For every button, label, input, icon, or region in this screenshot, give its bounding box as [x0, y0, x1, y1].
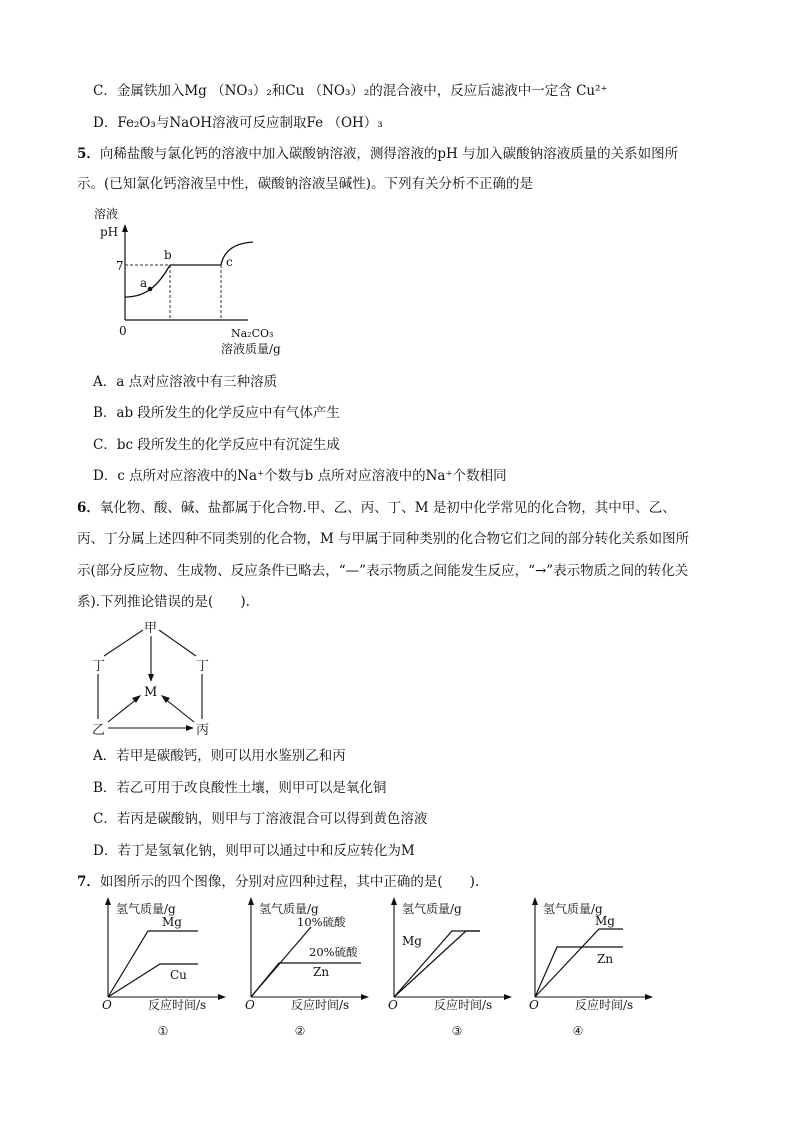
q7-graph-2 — [243, 895, 373, 1015]
q5-stem-text1: 向稀盐酸与氯化钙的溶液中加入碳酸钠溶液，测得溶液的pH 与加入碳酸钠溶液质量的关系如图所 — [99, 146, 679, 162]
q5-y-arrow — [122, 224, 128, 232]
q7-graph-1 — [100, 895, 230, 1015]
q6-relation-diagram — [88, 618, 218, 738]
q5-point-a-dot — [148, 287, 153, 292]
q7-g4-label-zn: Zn — [597, 952, 614, 966]
q7-g1-label-mg: Mg — [162, 915, 182, 929]
q7-g2-label-10pct: 10%硫酸 — [297, 915, 346, 929]
q7-g2-xlabel: 反应时间/s — [291, 998, 350, 1012]
q5-point-c: c — [226, 255, 233, 269]
q6-stem-line3: 示(部分反应物、生成物、反应条件已略去，“—”表示物质之间能发生反应，“→”表示物质之间的转化关 — [77, 563, 689, 579]
q7-caption-4: ④ — [572, 1024, 584, 1038]
q6-number: 6． — [77, 500, 100, 516]
q4-option-c: C．金属铁加入Mg （NO₃）₂和Cu （NO₃）₂的混合液中，反应后滤液中一定含 Cu²⁺ — [93, 83, 608, 99]
q6-option-d: D．若丁是氢氧化钠，则甲可以通过中和反应转化为M — [93, 843, 415, 859]
q6-option-b: B．若乙可用于改良酸性土壤，则甲可以是氧化铜 — [93, 780, 387, 796]
q5-ylabel-1: 溶液 — [94, 207, 119, 221]
q7-g2-line-20pct — [251, 963, 361, 997]
q5-point-b: b — [164, 248, 172, 262]
q6-option-a: A．若甲是碳酸钙，则可以用水鉴别乙和丙 — [93, 748, 346, 764]
q6-arrow-bing-m — [164, 698, 194, 722]
q7-g2-x-arrow — [361, 994, 369, 1000]
q7-g4-x-arrow — [645, 994, 653, 1000]
q6-node-ding-left: 丁 — [92, 659, 106, 674]
q7-g3-x-arrow — [504, 994, 512, 1000]
q6-stem-line1 — [77, 499, 676, 517]
q7-stem-line — [77, 873, 479, 891]
q5-xlabel-2: 溶液质量/g — [221, 342, 281, 356]
q7-g3-origin: O — [388, 998, 398, 1012]
q4-option-d: D．Fe₂O₃与NaOH溶液可反应制取Fe （OH）₃ — [93, 115, 383, 131]
q7-stem-text: 如图所示的四个图像，分别对应四种过程，其中正确的是( ). — [99, 874, 480, 890]
q7-g3-xlabel: 反应时间/s — [434, 998, 493, 1012]
q7-g1-label-cu: Cu — [170, 968, 187, 982]
q5-option-c: C．bc 段所发生的化学反应中有沉淀生成 — [93, 437, 340, 453]
q6-stem-line2: 丙、丁分属上述四种不同类别的化合物，M 与甲属于同种类别的化合物它们之间的部分转化关系如图所 — [77, 531, 690, 547]
q6-arrowhead-yi-bing — [186, 725, 194, 731]
q5-curve-ab — [125, 265, 170, 297]
q5-option-b: B．ab 段所发生的化学反应中有气体产生 — [93, 405, 340, 421]
q6-node-jia: 甲 — [144, 621, 158, 636]
q7-g4-ylabel: 氢气质量/g — [543, 902, 603, 916]
q6-node-ding-right: 丁 — [196, 659, 210, 674]
q7-g2-y-arrow — [248, 897, 254, 905]
q5-tick-7: 7 — [116, 259, 124, 273]
q5-point-a: a — [140, 276, 148, 290]
q6-line-jia-ding-right — [159, 630, 196, 656]
q5-stem-line1 — [77, 145, 678, 163]
q6-stem-line4: 系).下列推论错误的是( ). — [77, 594, 250, 610]
q7-g1-ylabel: 氢气质量/g — [116, 902, 176, 916]
q7-g1-xlabel: 反应时间/s — [148, 998, 207, 1012]
q5-ph-graph — [88, 200, 288, 360]
q5-xlabel-1: Na₂CO₃ — [231, 327, 274, 340]
q7-number: 7． — [77, 874, 100, 890]
q5-origin: 0 — [119, 324, 127, 338]
q7-g4-xlabel: 反应时间/s — [575, 998, 634, 1012]
q7-g1-origin: O — [102, 998, 112, 1012]
q6-node-m: M — [144, 685, 158, 700]
q7-graph-4 — [527, 895, 657, 1015]
q7-g3-label-mg: Mg — [402, 934, 422, 948]
q6-node-yi: 乙 — [92, 723, 106, 738]
q7-g2-ylabel: 氢气质量/g — [259, 902, 319, 916]
q7-g2-origin: O — [245, 998, 255, 1012]
q7-g1-y-arrow — [105, 897, 111, 905]
q6-arrow-yi-m — [108, 698, 138, 722]
q6-line-jia-ding-left — [104, 630, 143, 656]
q5-stem-line2: 示。(已知氯化钙溶液呈中性，碳酸钠溶液呈碱性)。下列有关分析不正确的是 — [77, 176, 534, 192]
q6-option-c: C．若丙是碳酸钠，则甲与丁溶液混合可以得到黄色溶液 — [93, 811, 428, 827]
q7-g2-label-zn: Zn — [313, 965, 330, 979]
q7-g2-label-20pct: 20%硫酸 — [309, 945, 358, 959]
q5-option-a: A．a 点对应溶液中有三种溶质 — [93, 374, 278, 390]
q5-option-d: D．c 点所对应溶液中的Na⁺个数与b 点所对应溶液中的Na⁺个数相同 — [93, 468, 507, 484]
q7-g4-y-arrow — [532, 897, 538, 905]
q6-stem-text1: 氧化物、酸、碱、盐都属于化合物.甲、乙、丙、丁、M 是初中化学常见的化合物，其中甲、乙、 — [99, 500, 676, 516]
q7-graph-3 — [386, 895, 516, 1015]
q7-caption-2: ② — [294, 1024, 306, 1038]
q7-caption-1: ① — [157, 1024, 169, 1038]
q7-g3-y-arrow — [391, 897, 397, 905]
q6-node-bing: 丙 — [196, 723, 210, 738]
q7-g4-origin: O — [529, 998, 539, 1012]
q7-caption-3: ③ — [451, 1024, 463, 1038]
q7-g4-label-mg: Mg — [595, 914, 615, 928]
q7-g3-ylabel: 氢气质量/g — [402, 902, 462, 916]
q6-arrowhead-jia-m — [148, 674, 154, 682]
q7-g1-x-arrow — [218, 994, 226, 1000]
q5-ylabel-2: pH — [100, 225, 119, 239]
q5-number: 5． — [77, 146, 100, 162]
